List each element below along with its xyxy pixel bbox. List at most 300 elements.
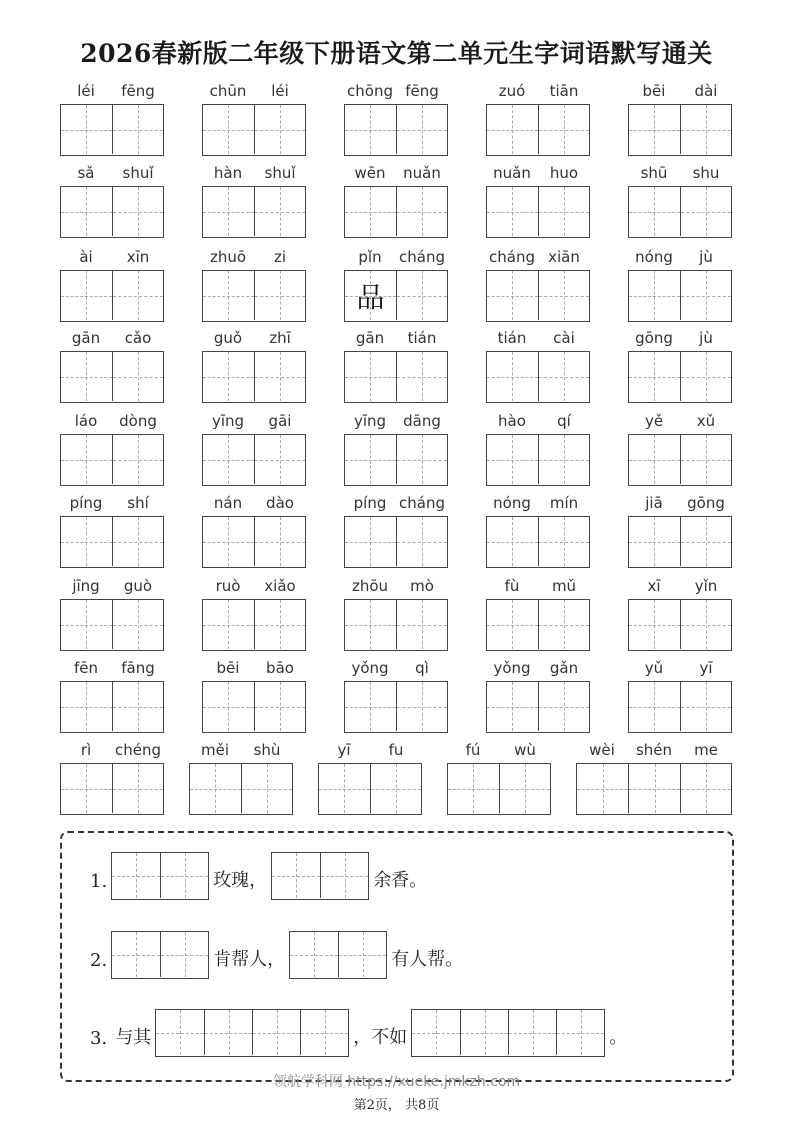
- pinyin-syllable: zhōu: [351, 577, 389, 595]
- pinyin-syllable: cǎo: [124, 329, 152, 347]
- tian-zi-cell[interactable]: [112, 764, 163, 813]
- writing-boxes[interactable]: [60, 186, 164, 238]
- pinyin-syllable: qí: [557, 412, 571, 430]
- pinyin-row: [486, 329, 590, 349]
- pinyin-syllable: nóng: [493, 494, 531, 512]
- pinyin-syllable: zhuō: [209, 248, 247, 266]
- pinyin-row: [202, 494, 306, 514]
- writing-boxes[interactable]: [628, 681, 732, 733]
- pinyin-syllable: fú: [465, 741, 481, 759]
- tian-zi-cell[interactable]: [629, 435, 680, 484]
- tian-zi-cell[interactable]: [345, 271, 396, 320]
- pinyin-syllable: dòng: [119, 412, 157, 430]
- tian-zi-cell[interactable]: [112, 105, 163, 154]
- tian-zi-cell[interactable]: [300, 1010, 348, 1055]
- pinyin-syllable: gān: [355, 329, 385, 347]
- pinyin-syllable: láo: [74, 412, 98, 430]
- tian-zi-cell[interactable]: [396, 352, 447, 401]
- sentence-text: 与其: [115, 1027, 152, 1048]
- writing-boxes[interactable]: [202, 434, 306, 486]
- writing-boxes[interactable]: [318, 763, 422, 815]
- tian-zi-cell[interactable]: [160, 853, 208, 898]
- sentence-text: 肯帮人，: [213, 949, 286, 970]
- tian-zi-cell[interactable]: [396, 517, 447, 566]
- tian-zi-cell[interactable]: [396, 435, 447, 484]
- pinyin-syllable: fēng: [405, 82, 439, 100]
- pinyin-syllable: yīng: [353, 412, 387, 430]
- tian-zi-cell[interactable]: [538, 600, 589, 649]
- writing-boxes[interactable]: [60, 681, 164, 733]
- tian-zi-cell[interactable]: [487, 435, 538, 484]
- writing-boxes[interactable]: [202, 104, 306, 156]
- pinyin-syllable: ruò: [215, 577, 241, 595]
- writing-boxes[interactable]: [60, 599, 164, 651]
- pinyin-row: [202, 412, 306, 432]
- pinyin-row: [202, 577, 306, 597]
- pinyin-syllable: me: [694, 741, 718, 759]
- pinyin-syllable: yǒng: [351, 659, 389, 677]
- writing-boxes[interactable]: [344, 434, 448, 486]
- writing-boxes[interactable]: [344, 351, 448, 403]
- tian-zi-cell[interactable]: [538, 682, 589, 731]
- writing-boxes[interactable]: [202, 681, 306, 733]
- pinyin-syllable: dāng: [403, 412, 441, 430]
- tian-zi-cell[interactable]: [538, 105, 589, 154]
- watermark: 领航学科网 https://xueke.jmkzh.com: [272, 1074, 521, 1090]
- tian-zi-cell[interactable]: [203, 187, 254, 236]
- tian-zi-cell[interactable]: [538, 187, 589, 236]
- tian-zi-cell[interactable]: [160, 932, 208, 977]
- pinyin-syllable: bēi: [642, 82, 666, 100]
- tian-zi-cell[interactable]: [203, 352, 254, 401]
- tian-zi-cell[interactable]: [203, 435, 254, 484]
- tian-zi-cell[interactable]: [254, 682, 305, 731]
- pinyin-row: [202, 164, 306, 184]
- tian-zi-cell[interactable]: [396, 682, 447, 731]
- tian-zi-cell[interactable]: [628, 764, 679, 813]
- pinyin-row: [628, 164, 732, 184]
- tian-zi-cell[interactable]: [345, 517, 396, 566]
- sentence-text: 。: [609, 1027, 628, 1048]
- pinyin-row: [60, 741, 164, 761]
- tian-zi-cell[interactable]: [448, 764, 499, 813]
- tian-zi-cell[interactable]: [112, 600, 163, 649]
- answer-boxes[interactable]: [111, 852, 209, 900]
- pinyin-syllable: wèi: [589, 741, 615, 759]
- pinyin-row: [486, 248, 590, 268]
- tian-zi-cell[interactable]: [61, 352, 112, 401]
- tian-zi-cell[interactable]: [203, 105, 254, 154]
- pinyin-syllable: xiān: [548, 248, 580, 266]
- tian-zi-cell[interactable]: [156, 1010, 204, 1055]
- tian-zi-cell[interactable]: [487, 271, 538, 320]
- writing-boxes[interactable]: [344, 516, 448, 568]
- pinyin-syllable: huo: [549, 164, 579, 182]
- tian-zi-cell[interactable]: [629, 271, 680, 320]
- answer-boxes[interactable]: [155, 1009, 349, 1057]
- tian-zi-cell[interactable]: [396, 271, 447, 320]
- tian-zi-cell[interactable]: [204, 1010, 252, 1055]
- pinyin-syllable: guǒ: [213, 329, 243, 347]
- pinyin-row: [202, 659, 306, 679]
- pinyin-row: [628, 494, 732, 514]
- pinyin-row: [628, 659, 732, 679]
- tian-zi-cell[interactable]: [338, 932, 386, 977]
- sentence-number: 3.: [90, 1028, 108, 1049]
- tian-zi-cell[interactable]: [629, 682, 680, 731]
- writing-boxes[interactable]: [576, 763, 732, 815]
- pinyin-row: [628, 82, 732, 102]
- pinyin-row: [202, 82, 306, 102]
- tian-zi-cell[interactable]: [487, 352, 538, 401]
- pinyin-row: [628, 412, 732, 432]
- pinyin-row: [576, 741, 732, 761]
- tian-zi-cell[interactable]: [203, 517, 254, 566]
- writing-boxes[interactable]: [628, 186, 732, 238]
- pinyin-syllable: jù: [699, 329, 713, 347]
- page-number: 第2页， 共8页: [353, 1098, 440, 1113]
- pinyin-syllable: mín: [549, 494, 579, 512]
- pinyin-syllable: bēi: [216, 659, 240, 677]
- sentence-number: 2.: [90, 950, 108, 971]
- tian-zi-cell[interactable]: [61, 271, 112, 320]
- tian-zi-cell[interactable]: [254, 600, 305, 649]
- tian-zi-cell[interactable]: [112, 682, 163, 731]
- pinyin-row: [344, 82, 448, 102]
- tian-zi-cell[interactable]: [61, 517, 112, 566]
- tian-zi-cell[interactable]: [254, 352, 305, 401]
- pinyin-syllable: rì: [80, 741, 92, 759]
- tian-zi-cell[interactable]: [254, 435, 305, 484]
- writing-boxes[interactable]: [486, 186, 590, 238]
- pinyin-syllable: zuó: [498, 82, 526, 100]
- tian-zi-cell[interactable]: [538, 352, 589, 401]
- pinyin-row: [189, 741, 293, 761]
- tian-zi-cell[interactable]: [61, 764, 112, 813]
- tian-zi-cell[interactable]: [272, 853, 320, 898]
- writing-boxes[interactable]: [202, 599, 306, 651]
- pinyin-syllable: nóng: [635, 248, 673, 266]
- tian-zi-cell[interactable]: [487, 517, 538, 566]
- writing-boxes[interactable]: [202, 351, 306, 403]
- tian-zi-cell[interactable]: [112, 435, 163, 484]
- tian-zi-cell[interactable]: [112, 352, 163, 401]
- pinyin-row: [486, 164, 590, 184]
- writing-boxes[interactable]: [628, 351, 732, 403]
- sentence-text: 玫瑰，: [213, 870, 268, 891]
- tian-zi-cell[interactable]: [112, 271, 163, 320]
- tian-zi-cell[interactable]: [345, 105, 396, 154]
- pinyin-syllable: nuǎn: [493, 164, 531, 182]
- writing-boxes[interactable]: [486, 351, 590, 403]
- pinyin-syllable: tiān: [549, 82, 579, 100]
- pinyin-syllable: chéng: [114, 741, 161, 759]
- pinyin-syllable: cháng: [489, 248, 535, 266]
- pinyin-row: [202, 248, 306, 268]
- writing-boxes[interactable]: [202, 270, 306, 322]
- writing-boxes[interactable]: [344, 186, 448, 238]
- writing-boxes[interactable]: [486, 599, 590, 651]
- pinyin-syllable: fù: [504, 577, 520, 595]
- answer-boxes[interactable]: [271, 852, 369, 900]
- tian-zi-cell[interactable]: [629, 517, 680, 566]
- tian-zi-cell[interactable]: [345, 352, 396, 401]
- tian-zi-cell[interactable]: [254, 517, 305, 566]
- pinyin-row: [344, 164, 448, 184]
- writing-boxes[interactable]: [60, 763, 164, 815]
- writing-boxes[interactable]: [60, 270, 164, 322]
- tian-zi-cell[interactable]: [61, 435, 112, 484]
- sentence-text: 有人帮。: [391, 949, 464, 970]
- tian-zi-cell[interactable]: [112, 517, 163, 566]
- tian-zi-cell[interactable]: [345, 682, 396, 731]
- tian-zi-cell[interactable]: [508, 1010, 556, 1055]
- tian-zi-cell[interactable]: [629, 600, 680, 649]
- tian-zi-cell[interactable]: [203, 682, 254, 731]
- writing-boxes[interactable]: [486, 270, 590, 322]
- pinyin-syllable: jīng: [72, 577, 100, 595]
- writing-boxes[interactable]: [486, 104, 590, 156]
- sentence-fill-panel: [60, 831, 734, 1082]
- pinyin-syllable: jiā: [645, 494, 663, 512]
- tian-zi-cell[interactable]: [345, 435, 396, 484]
- tian-zi-cell[interactable]: [203, 271, 254, 320]
- pinyin-syllable: měi: [200, 741, 229, 759]
- pinyin-syllable: nuǎn: [403, 164, 441, 182]
- pinyin-row: [447, 741, 551, 761]
- tian-zi-cell[interactable]: [254, 105, 305, 154]
- pinyin-syllable: hàn: [213, 164, 243, 182]
- tian-zi-cell[interactable]: [190, 764, 241, 813]
- tian-zi-cell[interactable]: [680, 105, 731, 154]
- answer-boxes[interactable]: [111, 931, 209, 979]
- written-character: 品: [356, 280, 385, 314]
- pinyin-syllable: yě: [644, 412, 664, 430]
- sentence-line: [86, 931, 467, 979]
- page-title: 2026春新版二年级下册语文第二单元生字词语默写通关: [80, 39, 713, 68]
- pinyin-syllable: shù: [253, 741, 281, 759]
- tian-zi-cell[interactable]: [538, 271, 589, 320]
- writing-boxes[interactable]: [344, 599, 448, 651]
- pinyin-row: [628, 329, 732, 349]
- tian-zi-cell[interactable]: [487, 105, 538, 154]
- answer-boxes[interactable]: [289, 931, 387, 979]
- pinyin-syllable: léi: [271, 82, 289, 100]
- pinyin-syllable: shén: [635, 741, 673, 759]
- tian-zi-cell[interactable]: [538, 435, 589, 484]
- pinyin-syllable: pǐn: [358, 248, 382, 266]
- pinyin-row: [344, 577, 448, 597]
- pinyin-syllable: xiǎo: [264, 577, 296, 595]
- pinyin-row: [628, 577, 732, 597]
- pinyin-row: [318, 741, 422, 761]
- pinyin-syllable: píng: [353, 494, 387, 512]
- pinyin-row: [486, 659, 590, 679]
- tian-zi-cell[interactable]: [680, 517, 731, 566]
- tian-zi-cell[interactable]: [577, 764, 628, 813]
- writing-boxes[interactable]: [628, 434, 732, 486]
- pinyin-syllable: yī: [337, 741, 351, 759]
- pinyin-syllable: mǔ: [551, 577, 577, 595]
- pinyin-row: [60, 329, 164, 349]
- pinyin-syllable: cháng: [399, 248, 445, 266]
- sentence-text: ，不如: [353, 1027, 408, 1048]
- pinyin-syllable: wù: [514, 741, 536, 759]
- pinyin-syllable: shu: [692, 164, 720, 182]
- tian-zi-cell[interactable]: [629, 352, 680, 401]
- tian-zi-cell[interactable]: [680, 271, 731, 320]
- pinyin-syllable: yǐn: [694, 577, 718, 595]
- pinyin-syllable: zi: [273, 248, 287, 266]
- sentence-text: 余香。: [373, 870, 428, 891]
- writing-boxes[interactable]: [486, 516, 590, 568]
- pinyin-row: [344, 494, 448, 514]
- pinyin-row: [486, 494, 590, 514]
- tian-zi-cell[interactable]: [680, 352, 731, 401]
- tian-zi-cell[interactable]: [319, 764, 370, 813]
- tian-zi-cell[interactable]: [396, 600, 447, 649]
- pinyin-row: [60, 494, 164, 514]
- pinyin-syllable: qì: [415, 659, 429, 677]
- tian-zi-cell[interactable]: [680, 682, 731, 731]
- pinyin-syllable: gāi: [268, 412, 292, 430]
- pinyin-syllable: nán: [213, 494, 243, 512]
- tian-zi-cell[interactable]: [538, 517, 589, 566]
- tian-zi-cell[interactable]: [680, 435, 731, 484]
- writing-boxes[interactable]: [189, 763, 293, 815]
- tian-zi-cell[interactable]: [112, 932, 160, 977]
- writing-boxes[interactable]: [628, 104, 732, 156]
- pinyin-syllable: shuǐ: [122, 164, 154, 182]
- tian-zi-cell[interactable]: [629, 187, 680, 236]
- pinyin-syllable: chūn: [209, 82, 247, 100]
- tian-zi-cell[interactable]: [370, 764, 421, 813]
- tian-zi-cell[interactable]: [680, 187, 731, 236]
- pinyin-row: [628, 248, 732, 268]
- tian-zi-cell[interactable]: [556, 1010, 604, 1055]
- tian-zi-cell[interactable]: [487, 682, 538, 731]
- writing-boxes[interactable]: [628, 270, 732, 322]
- pinyin-row: [344, 412, 448, 432]
- tian-zi-cell[interactable]: [241, 764, 292, 813]
- answer-boxes[interactable]: [411, 1009, 605, 1057]
- pinyin-syllable: píng: [69, 494, 103, 512]
- sentence-line: [86, 1009, 631, 1057]
- writing-boxes[interactable]: [202, 186, 306, 238]
- tian-zi-cell[interactable]: [61, 600, 112, 649]
- pinyin-syllable: tián: [407, 329, 437, 347]
- pinyin-row: [344, 248, 448, 268]
- writing-boxes[interactable]: [486, 681, 590, 733]
- writing-boxes[interactable]: [344, 270, 448, 322]
- pinyin-syllable: dào: [266, 494, 294, 512]
- tian-zi-cell[interactable]: [487, 600, 538, 649]
- writing-boxes[interactable]: [628, 599, 732, 651]
- pinyin-syllable: jù: [699, 248, 713, 266]
- pinyin-syllable: fāng: [121, 659, 155, 677]
- pinyin-syllable: mò: [410, 577, 434, 595]
- writing-boxes[interactable]: [344, 681, 448, 733]
- tian-zi-cell[interactable]: [112, 853, 160, 898]
- pinyin-syllable: yīng: [211, 412, 245, 430]
- tian-zi-cell[interactable]: [320, 853, 368, 898]
- pinyin-syllable: yī: [699, 659, 713, 677]
- writing-boxes[interactable]: [202, 516, 306, 568]
- sentence-line: [86, 852, 431, 900]
- writing-boxes[interactable]: [628, 516, 732, 568]
- writing-boxes[interactable]: [60, 516, 164, 568]
- writing-boxes[interactable]: [60, 351, 164, 403]
- writing-boxes[interactable]: [60, 104, 164, 156]
- pinyin-syllable: yǒng: [493, 659, 531, 677]
- pinyin-row: [486, 577, 590, 597]
- pinyin-syllable: gān: [71, 329, 101, 347]
- pinyin-syllable: fēn: [73, 659, 99, 677]
- pinyin-syllable: shí: [127, 494, 149, 512]
- pinyin-syllable: wēn: [354, 164, 386, 182]
- tian-zi-cell[interactable]: [61, 682, 112, 731]
- writing-boxes[interactable]: [447, 763, 551, 815]
- pinyin-syllable: guò: [123, 577, 153, 595]
- pinyin-syllable: xǔ: [696, 412, 716, 430]
- tian-zi-cell[interactable]: [629, 105, 680, 154]
- pinyin-syllable: gǎn: [549, 659, 579, 677]
- tian-zi-cell[interactable]: [345, 187, 396, 236]
- tian-zi-cell[interactable]: [290, 932, 338, 977]
- pinyin-row: [486, 412, 590, 432]
- pinyin-syllable: cài: [553, 329, 575, 347]
- tian-zi-cell[interactable]: [460, 1010, 508, 1055]
- tian-zi-cell[interactable]: [396, 105, 447, 154]
- tian-zi-cell[interactable]: [203, 600, 254, 649]
- pinyin-row: [486, 82, 590, 102]
- pinyin-syllable: fu: [388, 741, 404, 759]
- pinyin-syllable: xī: [647, 577, 661, 595]
- writing-boxes[interactable]: [486, 434, 590, 486]
- pinyin-row: [60, 164, 164, 184]
- writing-boxes[interactable]: [60, 434, 164, 486]
- tian-zi-cell[interactable]: [680, 600, 731, 649]
- tian-zi-cell[interactable]: [61, 187, 112, 236]
- pinyin-syllable: hào: [498, 412, 526, 430]
- pinyin-syllable: gōng: [687, 494, 725, 512]
- pinyin-syllable: yǔ: [644, 659, 664, 677]
- tian-zi-cell[interactable]: [487, 187, 538, 236]
- pinyin-row: [60, 659, 164, 679]
- pinyin-syllable: xīn: [126, 248, 150, 266]
- pinyin-row: [60, 248, 164, 268]
- tian-zi-cell[interactable]: [412, 1010, 460, 1055]
- pinyin-syllable: fēng: [121, 82, 155, 100]
- tian-zi-cell[interactable]: [396, 187, 447, 236]
- tian-zi-cell[interactable]: [680, 764, 731, 813]
- tian-zi-cell[interactable]: [254, 271, 305, 320]
- tian-zi-cell[interactable]: [345, 600, 396, 649]
- tian-zi-cell[interactable]: [254, 187, 305, 236]
- tian-zi-cell[interactable]: [112, 187, 163, 236]
- tian-zi-cell[interactable]: [61, 105, 112, 154]
- writing-boxes[interactable]: [344, 104, 448, 156]
- pinyin-syllable: tián: [497, 329, 527, 347]
- pinyin-syllable: cháng: [399, 494, 445, 512]
- pinyin-syllable: gōng: [635, 329, 673, 347]
- pinyin-syllable: chōng: [347, 82, 393, 100]
- pinyin-syllable: zhī: [269, 329, 291, 347]
- tian-zi-cell[interactable]: [252, 1010, 300, 1055]
- sentence-number: 1.: [90, 871, 108, 892]
- tian-zi-cell[interactable]: [499, 764, 550, 813]
- pinyin-row: [202, 329, 306, 349]
